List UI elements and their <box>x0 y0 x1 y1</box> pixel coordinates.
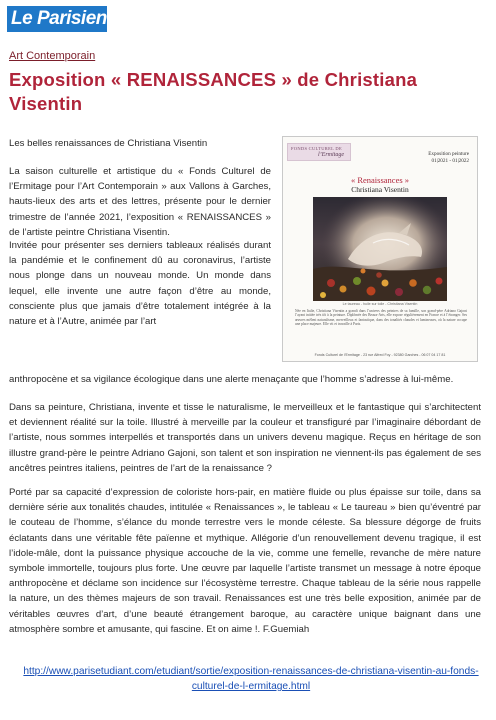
poster-title: « Renaissances » <box>350 175 410 185</box>
poster-header-band <box>287 143 351 161</box>
poster-header-small: FONDS CULTUREL DE <box>291 146 343 151</box>
poster-caption: Le taureau - huile sur toile - Christiana Visentin <box>342 302 418 306</box>
paragraph-invitation: Invitée pour présenter ses derniers tableaux réalisés durant la pandémie et le confinement dû au coronavirus, l’artiste nous plonge dans un nouveau monde. Un monde dans lequel, elle invente une autre façon d’être au monde, consciente plus que jamais d’être totalement intégrée à la nature et à l’Autre, animée par l’art <box>9 240 271 328</box>
poster-expo-label: Exposition peinture <box>428 151 469 157</box>
paragraph-season: La saison culturelle et artistique du « Fonds Culturel de l’Ermitage pour l’Art Contemporain » aux Vallons à Garches, hauts-lieux des arts et des lettres, présente pour le dernier trimestre de l’année 2021, l’exposition « RENAISSANCES » de l’artiste peintre Christiana Visentin. <box>9 166 271 238</box>
poster-blurb: Née en Italie, Christiana Visentin a grandi dans l’univers des peintres de sa famille, son grand-père Adriano Gajoni l’ayant initiée très tôt à la peinture. Diplômée des Beaux-Arts, elle expose régulièrement en France et à l’étranger. Ses œuvres mêlent naturalisme, merveilleux et fantastique, dans des tonalités chaudes et lumineuses, où la nature occupe une place majeure. Elle vit et travaille à Paris. <box>295 309 467 326</box>
poster-expo-dates: 01|2021 - 01|2022 <box>431 158 469 164</box>
le-parisien-logo[interactable]: Le Parisien <box>7 6 107 32</box>
paragraph-invitation-continued: anthropocène et sa vigilance écologique dans une alerte menaçante que l’homme s’adresse à lui-même. <box>9 374 454 385</box>
paragraph-painting: Dans sa peinture, Christiana, invente et tisse le naturalisme, le merveilleux et le fantastique qui s’architectent et deviennent réalité sur la toile. Illustré à merveille par la couleur et transfiguré par l’imaginaire débordant de l’artiste, nous sommes interpellés et transportés dans un univers devenu magique. Reçus en héritage de son illustre grand-père le peintre Adriano Gajoni, son talent et son inspiration ne viennent-ils pas également de ses ancêtres peintres italiens, peintres de l’art de la renaissance ? <box>9 402 481 474</box>
poster-expo-info <box>428 151 469 165</box>
category-link[interactable]: Art Contemporain <box>9 50 96 62</box>
poster-header-script: l’Ermitage <box>318 152 344 158</box>
poster-footer: Fonds Culturel de l’Ermitage - 23 rue Alfred Foy - 92380 Garches - 06 07 04 17 81 <box>314 353 446 357</box>
source-link[interactable]: http://www.parisetudiant.com/etudiant/sortie/exposition-renaissances-de-christiana-visentin-au-fonds-culturel-de-l-ermitage.html <box>23 666 479 692</box>
intro-paragraph: Les belles renaissances de Christiana Visentin <box>9 138 208 149</box>
painting-image <box>313 197 447 301</box>
exhibition-poster <box>282 136 478 362</box>
article-title: Exposition « RENAISSANCES » de Christiana Visentin <box>9 69 418 114</box>
paragraph-colorist: Porté par sa capacité d’expression de coloriste hors-pair, en matière fluide ou plus épaisse sur toile, dans sa dernière série aux tonalités chaudes, intitulée « Renaissances », le tableau « Le taureau » bien qu’éventré par le couteau de l’homme, s’élance du monde terrestre vers le monde céleste. Sa blessure dégorge de fruits éclatants dans une véritable fête païenne et mythique. Allégorie d’un renouvellement devenu tragique, il est l’idole-mâle, dont la puissance physique accouche de la vie, comme une femelle, revanche de mère nature symbole immortelle, toujours plus forte. Une œuvre par laquelle l’artiste transmet un message à notre époque anthropocène et déclame son incidence sur l’écosystème terrestre. Chaque tableau de la série nous rappelle la nature, un des thèmes majeurs de son travail. Renaissances est une très belle exposition, animée par de véritables œuvres d’art, d’une beauté étrangement baroque, au caractère unique baignant dans une atmosphère sombre et amusante, qui fascine. Et on aime !. F.Guemiah <box>9 487 481 635</box>
poster-artist: Christiana Visentin <box>351 185 409 194</box>
